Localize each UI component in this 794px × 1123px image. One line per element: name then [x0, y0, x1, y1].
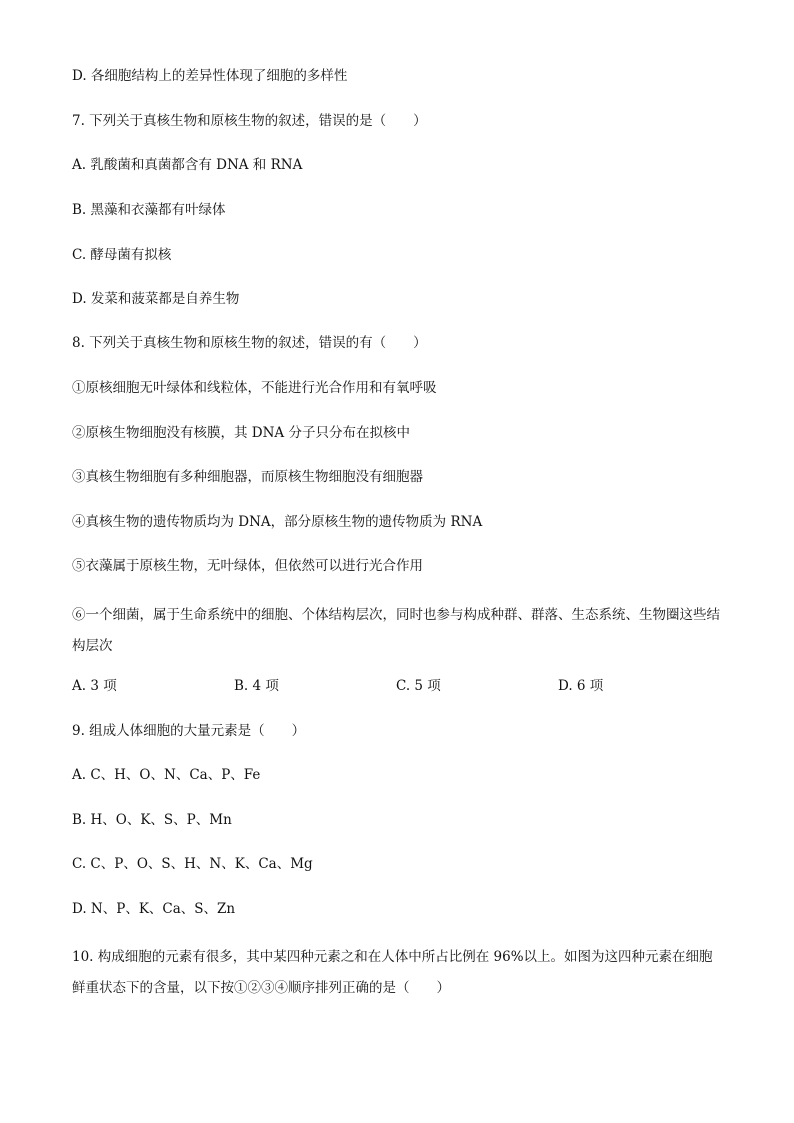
q8-statement-4: ④真核生物的遗传物质均为 DNA，部分原核生物的遗传物质为 RNA — [72, 514, 483, 530]
q8-options — [72, 675, 724, 697]
q8-option-b: B. 4 项 — [234, 678, 279, 694]
q7-option-c: C. 酵母菌有拟核 — [72, 247, 172, 263]
q8-option-a: A. 3 项 — [72, 678, 117, 694]
q6-option-d: D. 各细胞结构上的差异性体现了细胞的多样性 — [72, 68, 348, 84]
q7-stem: 7. 下列关于真核生物和原核生物的叙述，错误的是（ ） — [72, 113, 427, 129]
q9-stem: 9. 组成人体细胞的大量元素是（ ） — [72, 723, 306, 739]
q7-option-b: B. 黑藻和衣藻都有叶绿体 — [72, 202, 226, 218]
q8-statement-2: ②原核生物细胞没有核膜，其 DNA 分子只分布在拟核中 — [72, 425, 410, 441]
q8-statement-3: ③真核生物细胞有多种细胞器，而原核生物细胞没有细胞器 — [72, 469, 423, 485]
q7-option-d: D. 发菜和菠菜都是自养生物 — [72, 291, 240, 307]
q8-option-d: D. 6 项 — [558, 678, 604, 694]
q9-option-c: C. C、P、O、S、H、N、K、Ca、Mg — [72, 856, 313, 872]
q9-option-b: B. H、O、K、S、P、Mn — [72, 812, 232, 828]
q8-stem: 8. 下列关于真核生物和原核生物的叙述，错误的有（ ） — [72, 335, 427, 351]
q7-option-a: A. 乳酸菌和真菌都含有 DNA 和 RNA — [72, 157, 303, 173]
q8-statement-5: ⑤衣藻属于原核生物，无叶绿体，但依然可以进行光合作用 — [72, 558, 423, 574]
q10-stem: 10. 构成细胞的元素有很多，其中某四种元素之和在人体中所占比例在 96%以上。如图为这四种元素在细胞鲜重状态下的含量，以下按①②③④顺序排列正确的是（ ） — [72, 949, 713, 996]
q9-option-a: A. C、H、O、N、Ca、P、Fe — [72, 767, 261, 783]
q8-statement-6: ⑥一个细菌，属于生命系统中的细胞、个体结构层次，同时也参与构成种群、群落、生态系统、生物圈这些结构层次 — [72, 607, 720, 654]
q8-option-c: C. 5 项 — [396, 678, 441, 694]
q8-statement-1: ①原核细胞无叶绿体和线粒体，不能进行光合作用和有氧呼吸 — [72, 380, 437, 396]
q9-option-d: D. N、P、K、Ca、S、Zn — [72, 901, 236, 917]
